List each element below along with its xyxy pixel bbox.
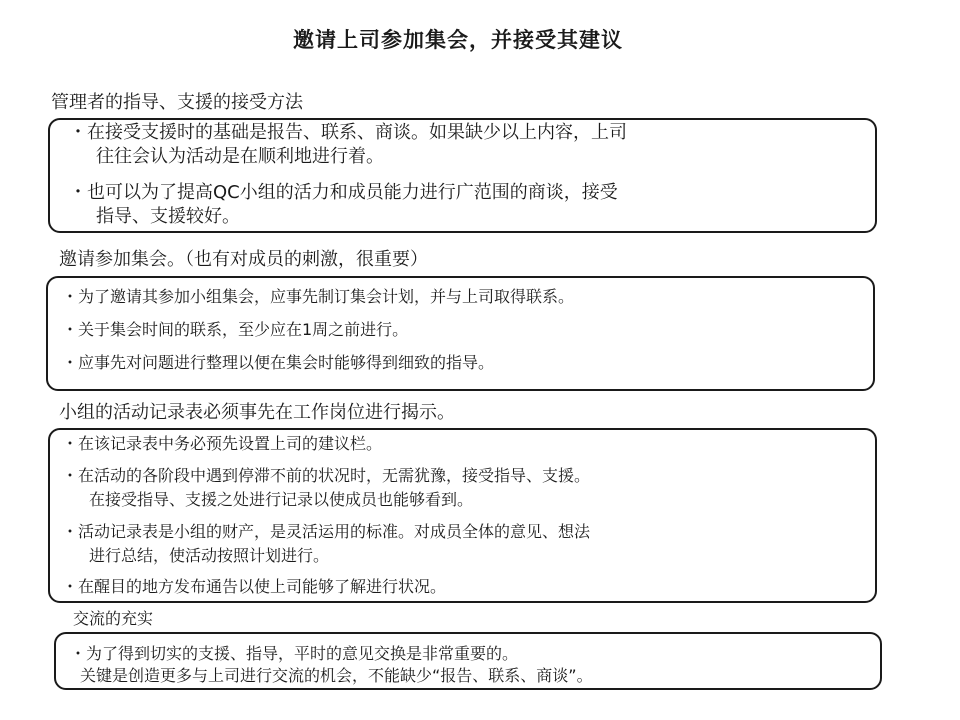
section-heading-guidance: 管理者的指导、支援的接受方法 <box>51 92 303 113</box>
list-item: ・关于集会时间的联系，至少应在1周之前进行。 <box>62 320 409 339</box>
section-heading-record: 小组的活动记录表必须事先在工作岗位进行揭示。 <box>59 402 455 423</box>
list-item: ・在活动的各阶段中遇到停滞不前的状况时，无需犹豫，接受指导、支援。 在接受指导、支援之处进行记录以使成员也能够看到。 <box>62 466 591 509</box>
list-item: ・应事先对问题进行整理以便在集会时能够得到细致的指导。 <box>62 353 495 372</box>
list-item: ・活动记录表是小组的财产，是灵活运用的标准。对成员全体的意见、想法 进行总结，使活动按照计划进行。 <box>62 522 591 565</box>
list-item: ・在该记录表中务必预先设置上司的建议栏。 <box>62 434 383 453</box>
section-heading-communication: 交流的充实 <box>73 609 154 628</box>
section-heading-meeting: 邀请参加集会。（也有对成员的刺激，很重要） <box>59 249 428 270</box>
page-title: 邀请上司参加集会，并接受其建议 <box>293 28 623 52</box>
list-item: ・为了得到切实的支援、指导，平时的意见交换是非常重要的。 关键是创造更多与上司进行交流的机会，不能缺少“报告、联系、商谈”。 <box>70 644 593 685</box>
list-item: ・在醒目的地方发布通告以使上司能够了解进行状况。 <box>62 577 447 596</box>
list-item: ・也可以为了提高QC小组的活力和成员能力进行广范围的商谈，接受 指导、支援较好。 <box>69 182 618 227</box>
list-item: ・为了邀请其参加小组集会，应事先制订集会计划，并与上司取得联系。 <box>62 287 575 306</box>
list-item: ・在接受支援时的基础是报告、联系、商谈。如果缺少以上内容，上司 往往会认为活动是在顺利地进行着。 <box>69 122 627 167</box>
